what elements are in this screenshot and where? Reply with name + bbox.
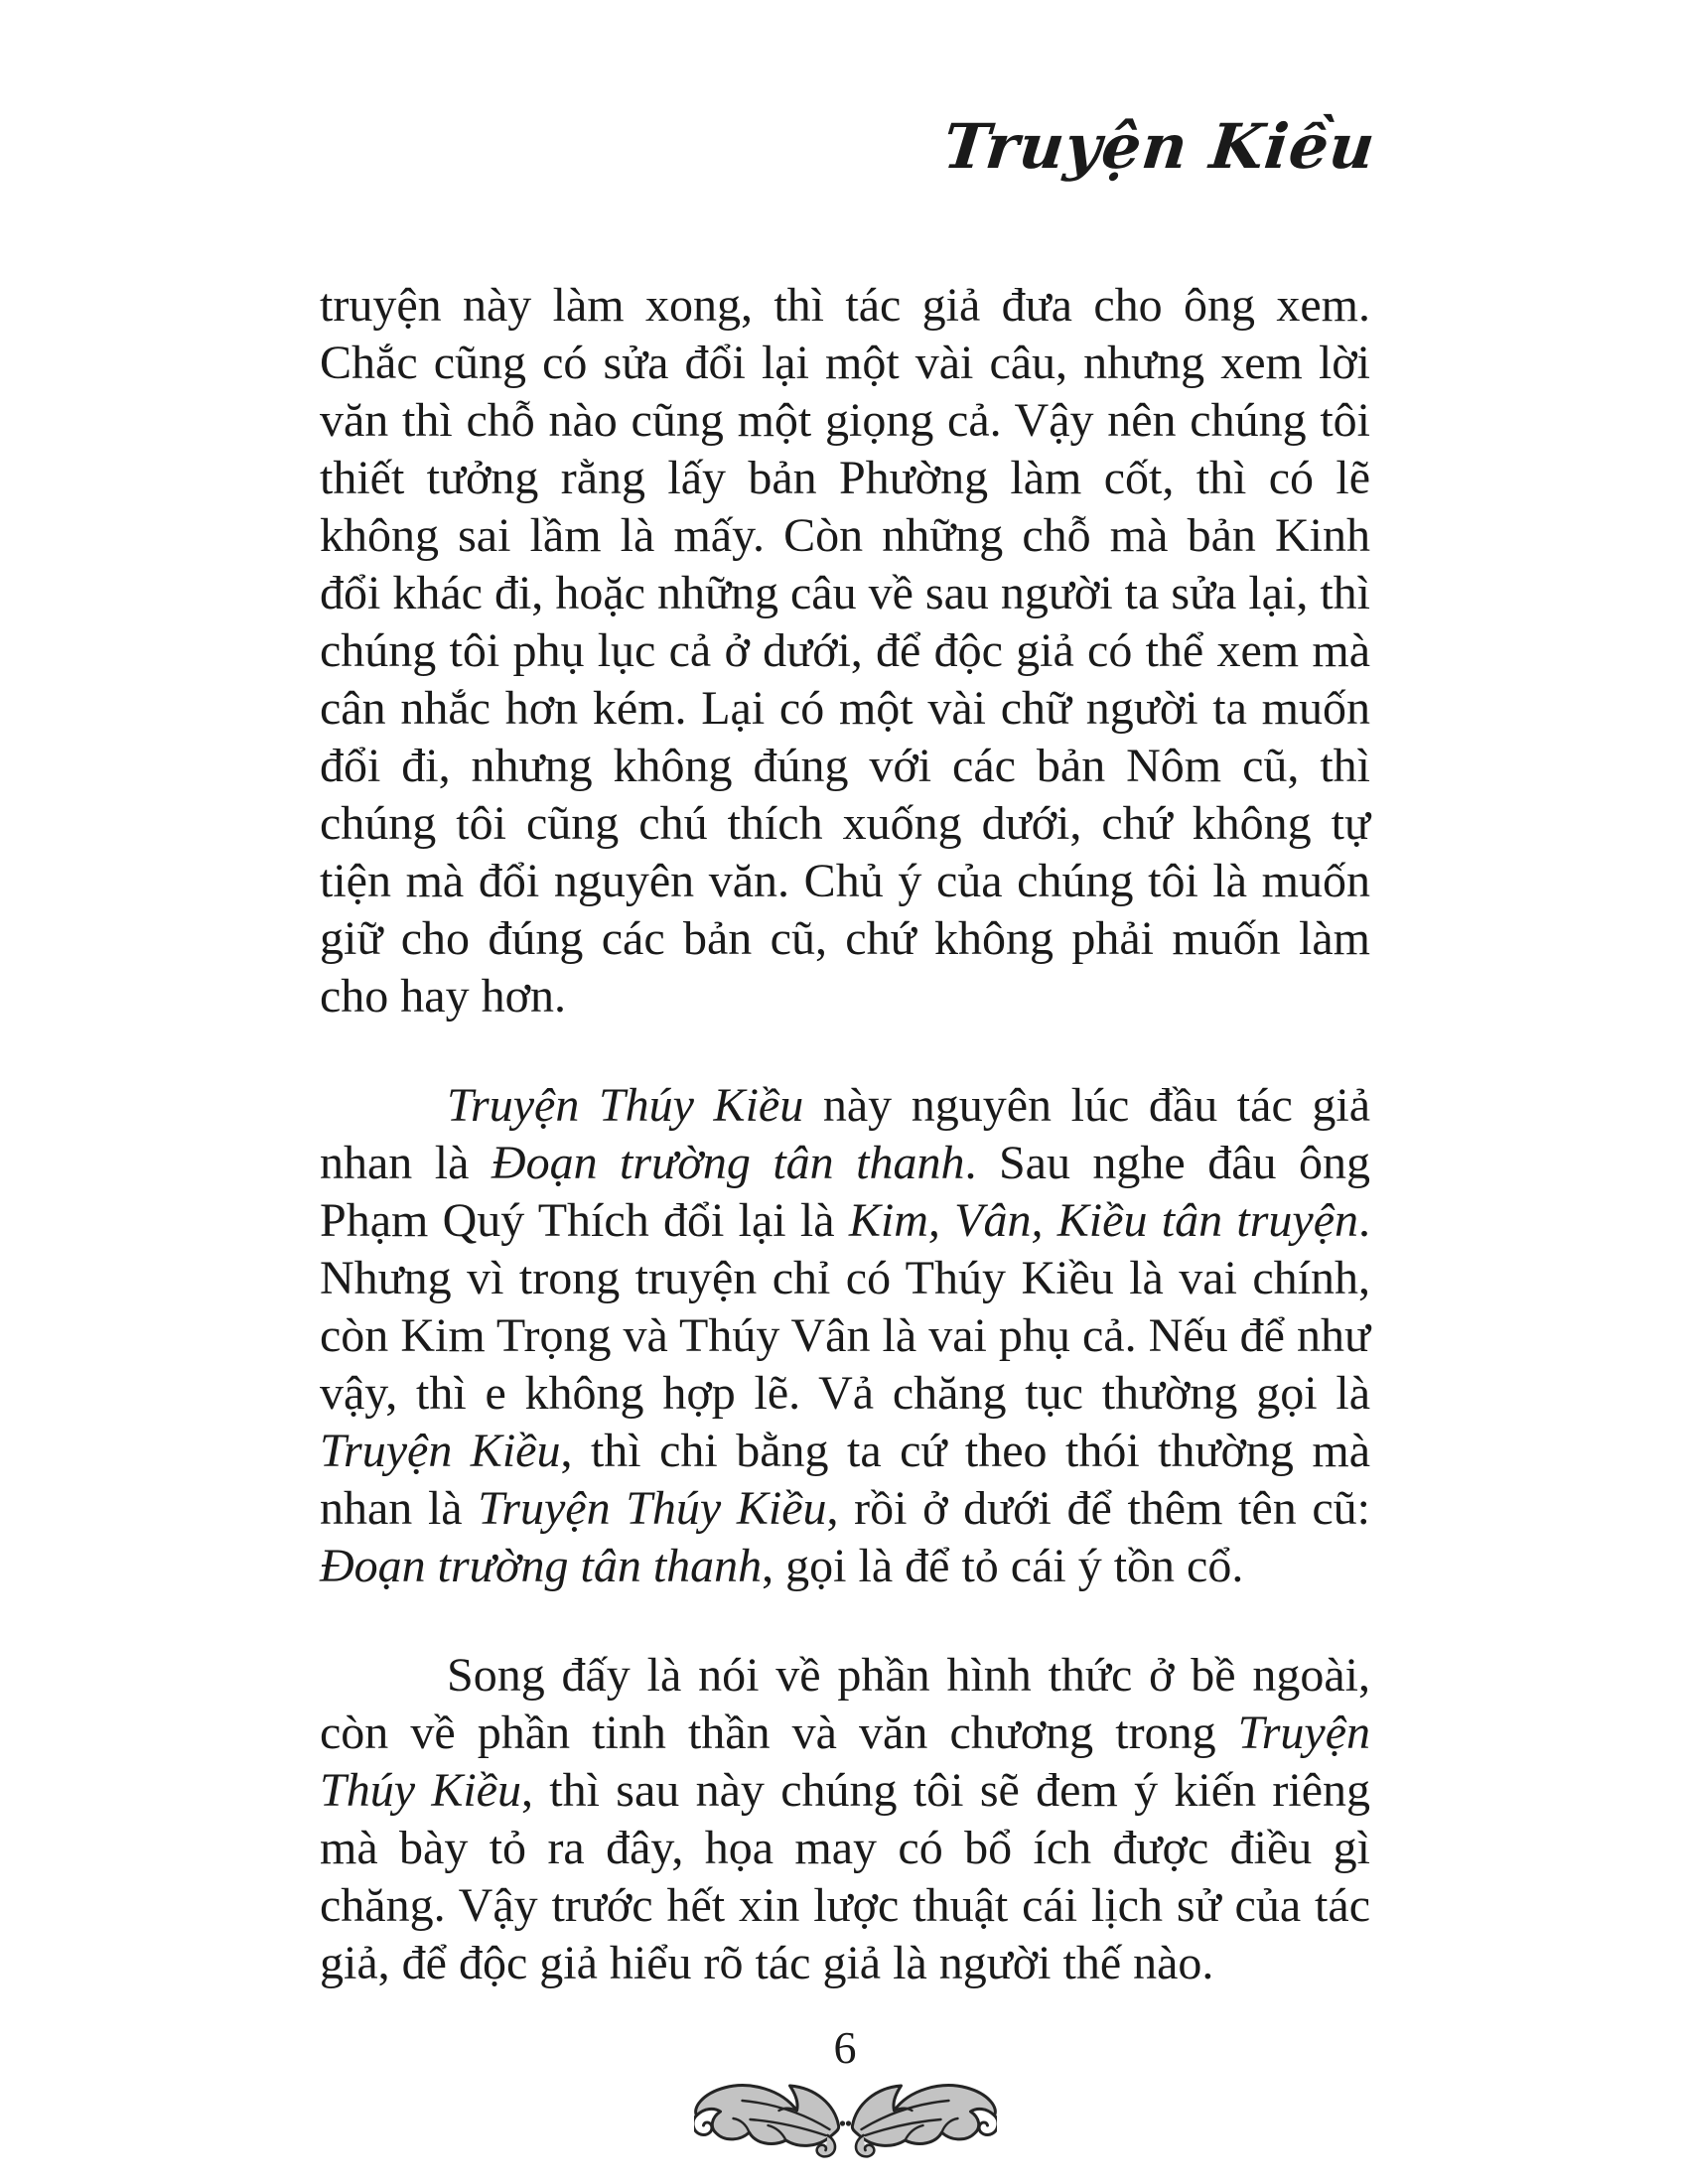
text-segment: . Sau nghe đâu ông Phạm Quý Thích đổi lại là: [320, 1137, 1370, 1247]
italic-text-segment: Truyện Kiều: [320, 1425, 561, 1477]
paragraph: [320, 277, 1370, 1025]
text-segment: , thì chi bằng ta cứ theo thói thường mà nhan là: [320, 1425, 1370, 1535]
text-segment: , rồi ở dưới để thêm tên cũ:: [826, 1482, 1370, 1535]
running-head-title: Truyện Kiều: [939, 110, 1379, 183]
italic-text-segment: Kim, Vân, Kiều tân truyện: [848, 1194, 1359, 1247]
italic-text-segment: Đoạn trường tân thanh: [320, 1540, 763, 1592]
paragraph: [320, 1077, 1370, 1595]
italic-text-segment: Truyện Thúy Kiều: [320, 1706, 1370, 1817]
text-segment: . Nhưng vì trong truyện chỉ có Thúy Kiều là vai chính, còn Kim Trọng và Thúy Vân là vai phụ cả. Nếu để như vậy, thì e không hợp lẽ. Vả chăng tục thường gọi là: [320, 1194, 1371, 1420]
page-footer: [320, 2022, 1370, 2161]
acanthus-flourish-icon: [694, 2078, 997, 2161]
text-segment: Song đấy là nói về phần hình thức ở bề ngoài, còn về phần tinh thần và văn chương trong: [320, 1649, 1370, 1759]
text-segment: , thì sau này chúng tôi sẽ đem ý kiến riêng mà bày tỏ ra đây, họa may có bổ ích được điều gì chăng. Vậy trước hết xin lược thuật cái lịch sử của tác giả, để độc giả hiểu rõ tác giả là người thế nào.: [320, 1764, 1371, 1989]
italic-text-segment: Đoạn trường tân thanh: [491, 1137, 965, 1189]
italic-text-segment: Truyện Thúy Kiều: [447, 1079, 804, 1132]
text-segment: này nguyên lúc đầu tác giả nhan là: [320, 1079, 1371, 1189]
paragraph: [320, 1647, 1370, 1992]
page-content: [320, 0, 1379, 2161]
text-segment: truyện này làm xong, thì tác giả đưa cho ông xem. Chắc cũng có sửa đổi lại một vài câu, nhưng xem lời văn thì chỗ nào cũng một giọng cả. Vậy nên chúng tôi thiết tưởng rằng lấy bản Phường làm cốt, thì có lẽ không sai lầm là mấy. Còn những chỗ mà bản Kinh đổi khác đi, hoặc những câu về sau người ta sửa lại, thì chúng tôi phụ lục cả ở dưới, để độc giả có thể xem mà cân nhắc hơn kém. Lại có một vài chữ người ta muốn đổi đi, nhưng không đúng với các bản Nôm cũ, thì chúng tôi cũng chú thích xuống dưới, chứ không tự tiện mà đổi nguyên văn. Chủ ý của chúng tôi là muốn giữ cho đúng các bản cũ, chứ không phải muốn làm cho hay hơn.: [320, 279, 1370, 1023]
italic-text-segment: Truyện Thúy Kiều: [478, 1482, 827, 1535]
body-text: [320, 277, 1370, 1992]
page-number: 6: [833, 2022, 857, 2073]
text-segment: , gọi là để tỏ cái ý tồn cổ.: [762, 1540, 1244, 1592]
